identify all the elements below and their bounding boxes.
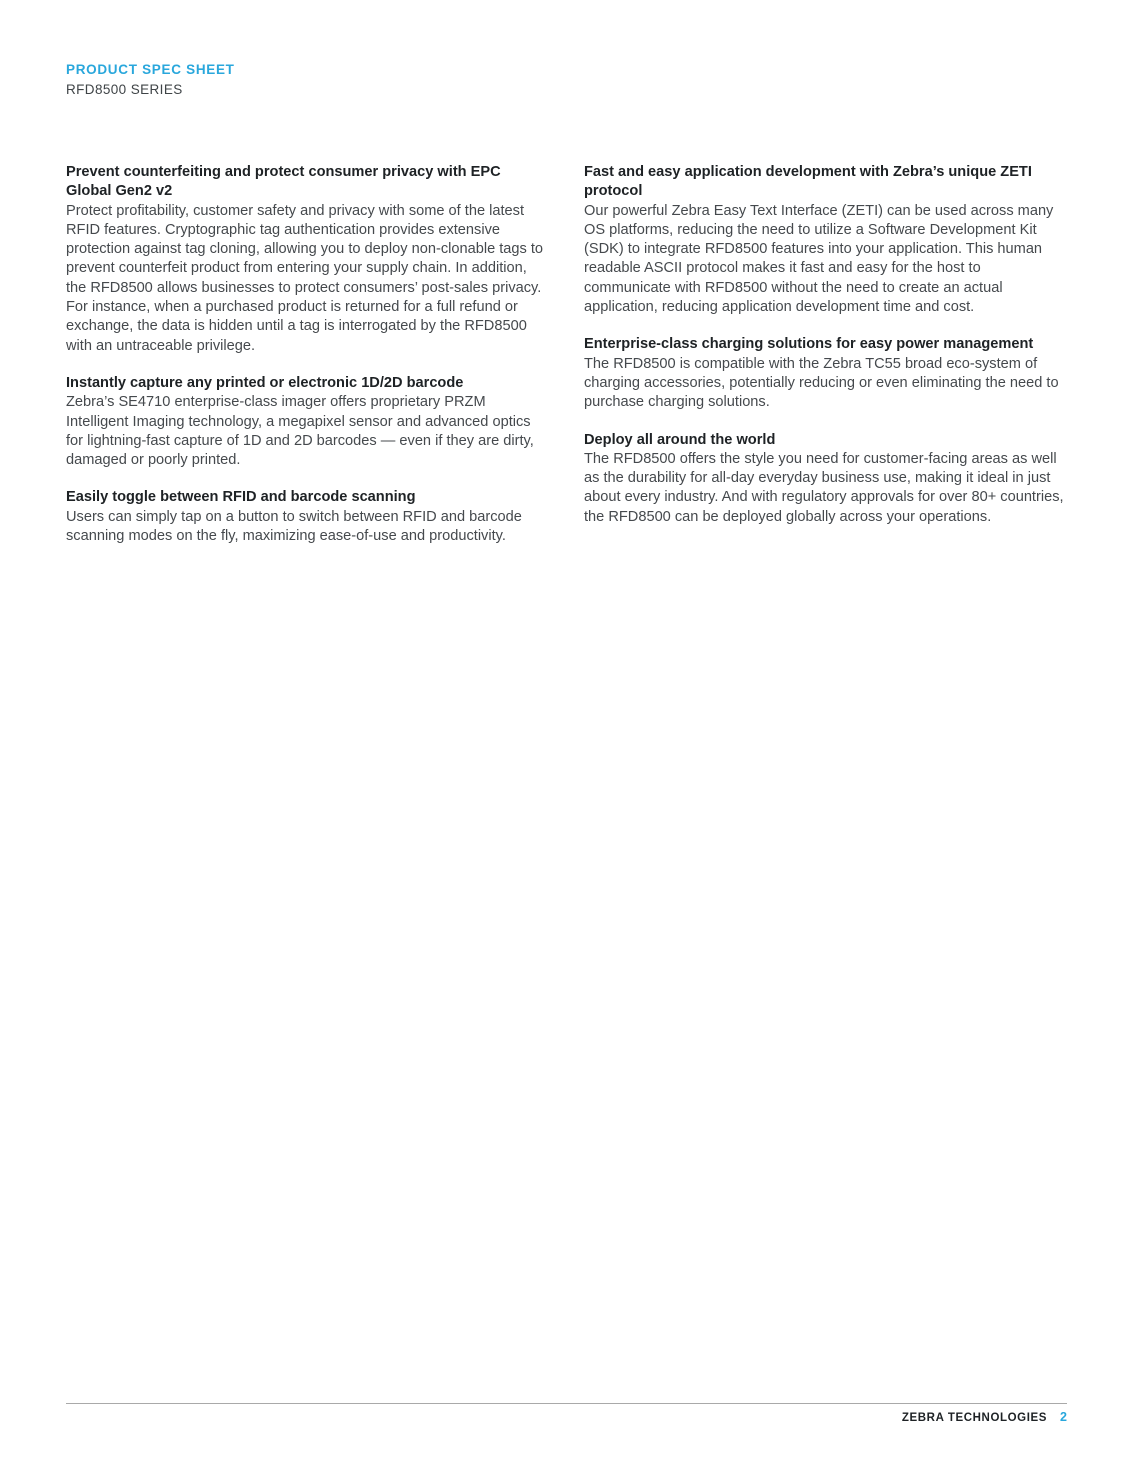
document-header — [66, 62, 235, 97]
document-footer — [902, 1410, 1067, 1424]
section-body: Our powerful Zebra Easy Text Interface (ZETI) can be used across many OS platforms, reducing the need to utilize a Software Development Kit (SDK) to integrate RFD8500 features into your application. This human readable ASCII protocol makes it fast and easy for the host to communicate with RFD8500 without the need to create an actual application, reducing application development time and cost. — [584, 202, 1054, 316]
left-column — [66, 163, 548, 564]
section-body: The RFD8500 offers the style you need for customer-facing areas as well as the durability for all-day everyday business use, making it ideal in just about every industry. And with regulatory approvals for over 80+ countries, the RFD8500 can be deployed globally across your operations. — [584, 450, 1064, 525]
footer-divider — [66, 1403, 1067, 1404]
section-charging-solutions — [584, 335, 1066, 412]
section-heading: Fast and easy application development with Zebra’s unique ZETI protocol — [584, 164, 1032, 200]
section-body: The RFD8500 is compatible with the Zebra TC55 broad eco-system of charging accessories, potentially reducing or even eliminating the need to purchase charging solutions. — [584, 355, 1059, 411]
product-series-title: RFD8500 SERIES — [66, 82, 183, 97]
section-body: Users can simply tap on a button to switch between RFID and barcode scanning modes on the fly, maximizing ease-of-use and productivity. — [66, 508, 522, 545]
section-body: Zebra’s SE4710 enterprise-class imager offers proprietary PRZM Intelligent Imaging technology, a megapixel sensor and advanced optics for lightning-fast capture of 1D and 2D barcodes — even if they are dirty, damaged or poorly printed. — [66, 394, 534, 469]
section-deploy-worldwide — [584, 431, 1066, 527]
footer-page-number: 2 — [1060, 1410, 1067, 1424]
right-column — [584, 163, 1066, 564]
section-heading: Easily toggle between RFID and barcode scanning — [66, 489, 416, 506]
footer-company-name: ZEBRA TECHNOLOGIES — [901, 1412, 1048, 1424]
section-heading: Instantly capture any printed or electronic 1D/2D barcode — [66, 374, 464, 391]
spec-sheet-eyebrow: PRODUCT SPEC SHEET — [66, 62, 235, 77]
section-heading: Deploy all around the world — [584, 431, 776, 448]
section-body: Protect profitability, customer safety and privacy with some of the latest RFID features. Cryptographic tag authentication provides extensive protection against tag cloning, allowing you to deploy non-clonable tags to prevent counterfeit product from entering your supply chain. In addition, the RFD8500 allows businesses to protect consumers’ post-sales privacy. For instance, when a purchased product is returned for a full refund or exchange, the data is hidden until a tag is interrogated by the RFD8500 with an untraceable privilege. — [66, 202, 544, 354]
section-prevent-counterfeiting — [66, 163, 548, 356]
section-heading: Prevent counterfeiting and protect consumer privacy with EPC Global Gen2 v2 — [66, 164, 501, 200]
section-toggle-rfid-barcode — [66, 488, 548, 546]
two-column-content — [66, 163, 1067, 564]
section-zeti-protocol — [584, 163, 1066, 317]
section-heading: Enterprise-class charging solutions for easy power management — [584, 336, 1034, 353]
section-capture-barcode — [66, 374, 548, 470]
